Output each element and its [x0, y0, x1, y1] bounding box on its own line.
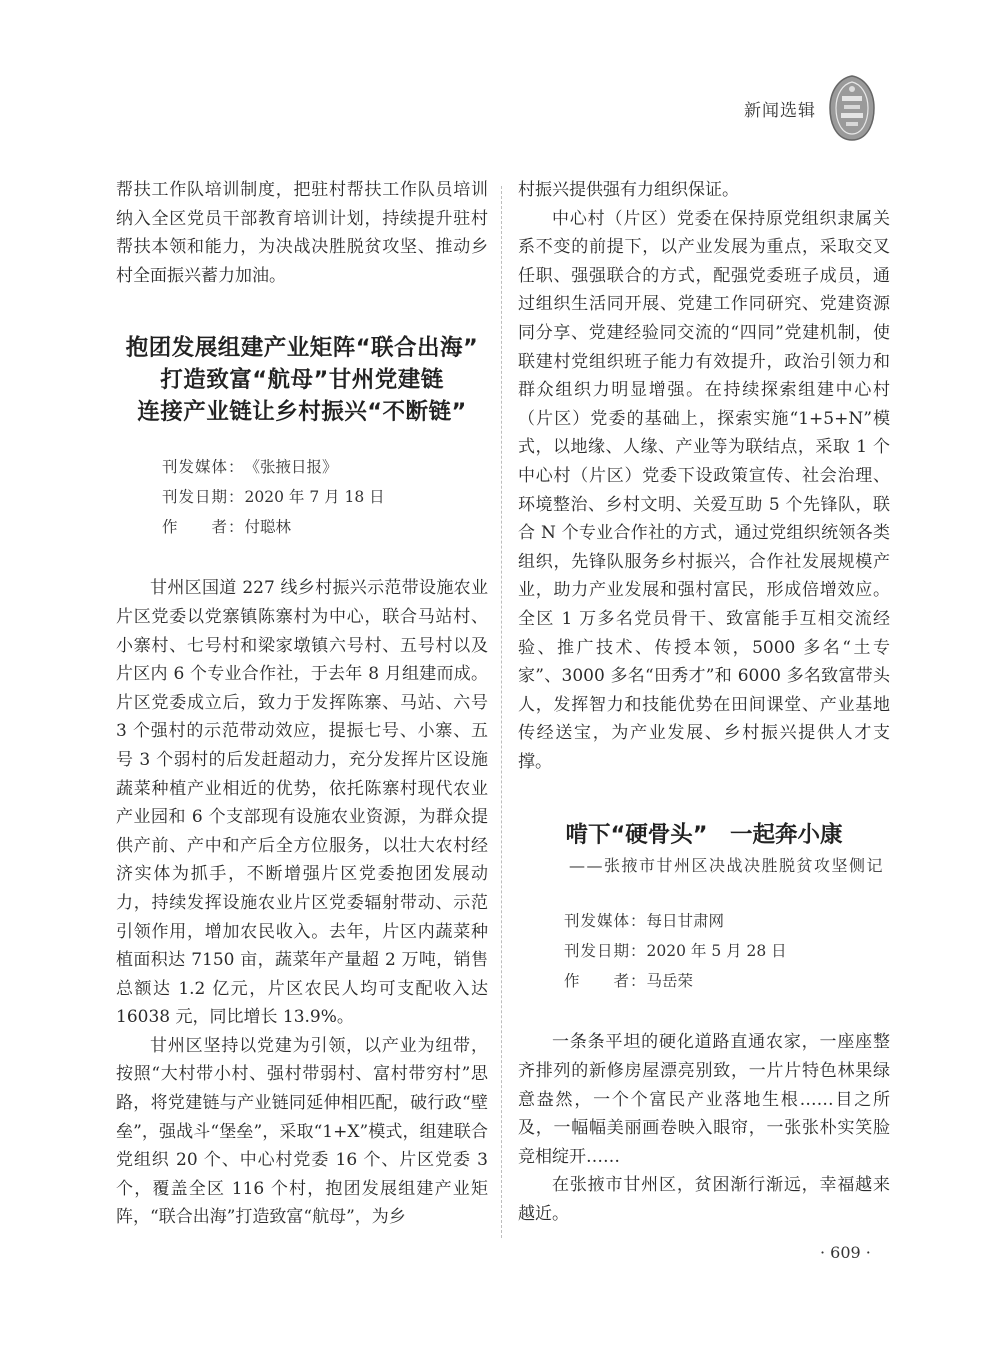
meta-value: 每日甘肃网 [646, 912, 725, 931]
meta-value: 马岳荣 [646, 972, 694, 991]
headline-line: 连接产业链让乡村振兴“不断链” [137, 399, 467, 426]
headline-line: 打造致富“航母”甘州党建链 [160, 367, 444, 394]
body-paragraph: 甘州区坚持以党建为引领，以产业为纽带，按照“大村带小村、强村带弱村、富村带穷村”思路，将党建链与产业链同延伸相匹配，破行政“壁垒”，强战斗“堡垒”，采取“1+X”模式，组建联合党组织 20 个、中心村党委 16 个、片区党委 3 个，覆盖全区 116 个村，抱团发展组建产业矩阵，“联合出海”打造致富“航母”，为乡 [116, 1035, 488, 1228]
article2-title: 啃下“硬骨头” 一起奔小康 [565, 822, 843, 849]
meta-label: 作 者： [162, 518, 245, 537]
meta-author [564, 966, 890, 996]
article2-subtitle: ——张掖市甘州区决战决胜脱贫攻坚侧记 [568, 856, 884, 876]
seal-emblem-icon [828, 74, 876, 142]
meta-media [162, 452, 488, 482]
section-header: 新闻选辑 [744, 101, 816, 121]
meta-value: 2020 年 7 月 18 日 [244, 488, 385, 507]
meta-date [564, 936, 890, 966]
body-paragraph: 在张掖市甘州区，贫困渐行渐远，幸福越来越近。 [518, 1175, 890, 1225]
intro-paragraph: 帮扶工作队培训制度，把驻村帮扶工作队员培训纳入全区党员干部教育培训计划，持续提升驻村帮扶本领和能力，为决战决胜脱贫攻坚、推动乡村全面振兴蓄力加油。 [116, 180, 488, 286]
body-paragraph: 甘州区国道 227 线乡村振兴示范带设施农业片区党委以党寨镇陈寨村为中心，联合马站村、小寨村、七号村和梁家墩镇六号村、五号村以及片区内 6 个专业合作社，于去年 8 月组建而成。片区党委成立后，致力于发挥陈寨、马站、六号 3 个强村的示范带动效应，提振七号、小寨、五号 3 个弱村的后发赶超动力，充分发挥片区设施蔬菜种植产业相近的优势，依托陈寨村现代农业产业园和 6 个支部现有设施农业资源，为群众提供产前、产中和产后全方位服务，以壮大农村经济实体为抓手，不断增强片区党委抱团发展动力，持续发挥设施农业片区党委辐射带动、示范引领作用，增加农民收入。去年，片区内蔬菜种植面积达 7150 亩，蔬菜年产量超 2 万吨，销售总额达 1.2 亿元，片区农民人均可支配收入达 16038 元，同比增长 13.9%。 [116, 578, 488, 1028]
meta-value: 《张掖日报》 [244, 458, 338, 477]
meta-media [564, 906, 890, 936]
meta-label: 刊发媒体： [162, 458, 245, 477]
article2-meta [518, 906, 890, 996]
meta-value: 付聪林 [244, 518, 292, 537]
body-paragraph: 一条条平坦的硬化道路直通农家，一座座整齐排列的新修房屋漂亮别致，一片片特色林果绿意盎然，一个个富民产业落地生根……目之所及，一幅幅美丽画卷映入眼帘，一张张朴实笑脸竞相绽开…… [518, 1032, 890, 1167]
meta-author [162, 512, 488, 542]
left-column [116, 176, 488, 1232]
right-column [518, 176, 890, 1229]
column-divider [501, 186, 502, 1238]
meta-label: 刊发媒体： [564, 912, 647, 931]
meta-label: 刊发日期： [162, 488, 245, 507]
continuation-paragraph: 村振兴提供强有力组织保证。 [518, 180, 739, 200]
headline-line: 抱团发展组建产业矩阵“联合出海” [125, 335, 479, 362]
meta-value: 2020 年 5 月 28 日 [646, 942, 787, 961]
page-number: · 609 · [820, 1243, 871, 1262]
meta-label: 刊发日期： [564, 942, 647, 961]
body-paragraph: 中心村（片区）党委在保持原党组织隶属关系不变的前提下，以产业发展为重点，采取交叉任职、强强联合的方式，配强党委班子成员，通过组织生活同开展、党建工作同研究、党建资源同分享、党建经验同交流的“四同”党建机制，使联建村党组织班子能力有效提升，政治引领力和群众组织力明显增强。在持续探索组建中心村（片区）党委的基础上，探索实施“1+5+N”模式，以地缘、人缘、产业等为联结点，采取 1 个中心村（片区）党委下设政策宣传、社会治理、环境整治、乡村文明、关爱互助 5 个先锋队，联合 N 个专业合作社的方式，通过党组织统领各类组织，先锋队服务乡村振兴，合作社发展规模产业，助力产业发展和强村富民，形成倍增效应。全区 1 万多名党员骨干、致富能手互相交流经验、推广技术、传授本领，5000 多名“土专家”、3000 多名“田秀才”和 6000 多名致富带头人，发挥智力和技能优势在田间课堂、产业基地传经送宝，为产业发展、乡村振兴提供人才支撑。 [518, 208, 890, 772]
article1-headline [116, 332, 488, 428]
meta-date [162, 482, 488, 512]
meta-label: 作 者： [564, 972, 647, 991]
article1-meta [116, 452, 488, 542]
